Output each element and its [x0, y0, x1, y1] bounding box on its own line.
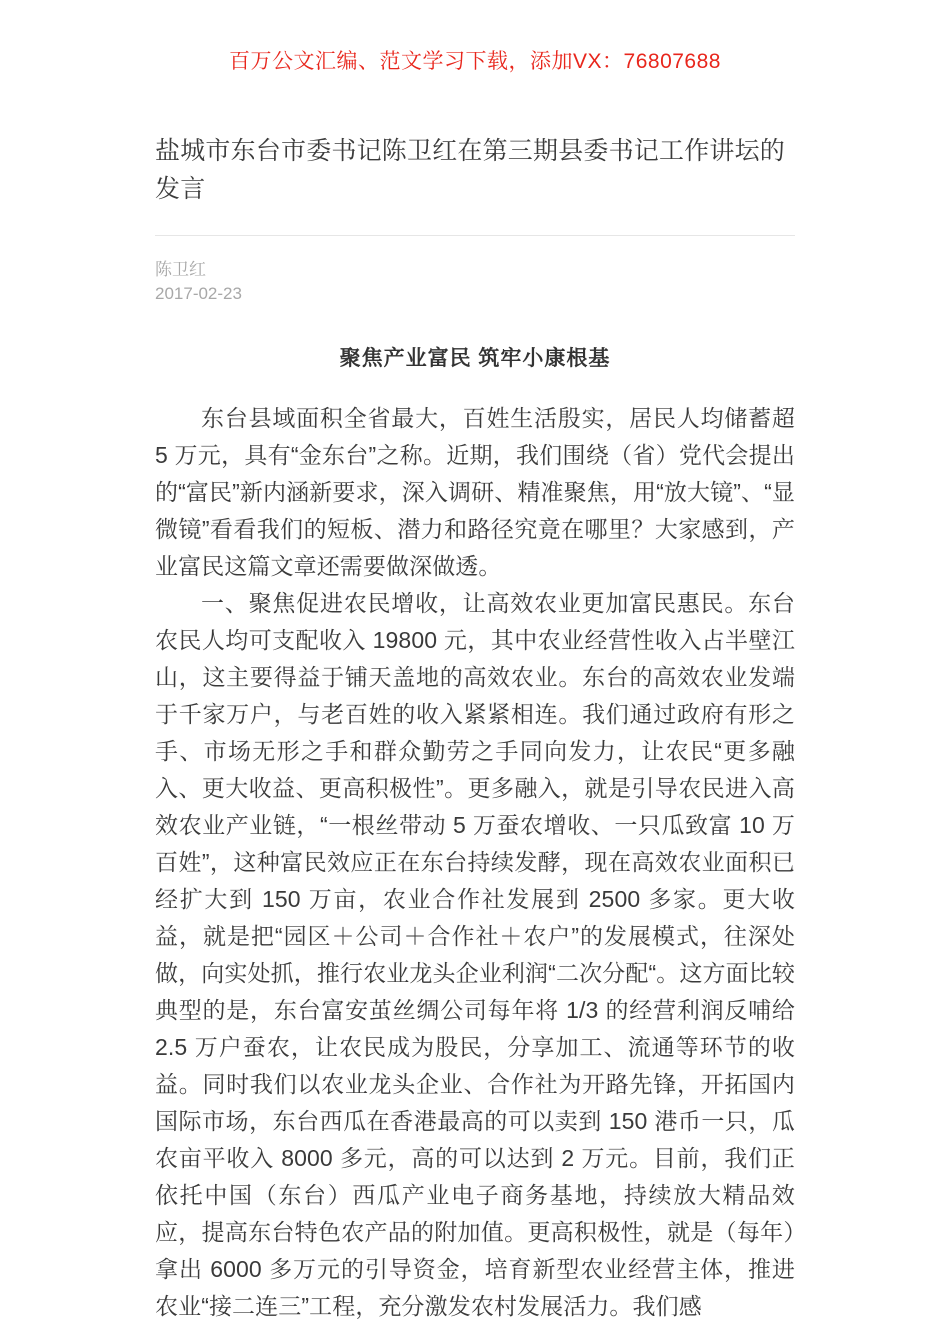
title-divider	[155, 235, 795, 236]
article-container	[155, 132, 795, 1325]
paragraph: 东台县域面积全省最大，百姓生活殷实，居民人均储蓄超 5 万元，具有“金东台”之称。近期，我们围绕（省）党代会提出的“富民”新内涵新要求，深入调研、精准聚焦，用“放大镜”、“显微镜”看看我们的短板、潜力和路径究竟在哪里？大家感到，产业富民这篇文章还需要做深做透。	[155, 405, 795, 579]
article-body	[155, 400, 795, 1325]
promo-banner: 百万公文汇编、范文学习下载，添加VX：76807688	[229, 50, 721, 73]
section-heading: 聚焦产业富民 筑牢小康根基	[339, 347, 611, 370]
paragraph: 一、聚焦促进农民增收，让高效农业更加富民惠民。东台农民人均可支配收入 19800 元，其中农业经营性收入占半壁江山，这主要得益于铺天盖地的高效农业。东台的高效农业发端于千家万户，与老百姓的收入紧紧相连。我们通过政府有形之手、市场无形之手和群众勤劳之手同向发力，让农民“更多融入、更大收益、更高积极性”。更多融入，就是引导农民进入高效农业产业链，“一根丝带动 5 万蚕农增收、一只瓜致富 10 万百姓”，这种富民效应正在东台持续发酵，现在高效农业面积已经扩大到 150 万亩，农业合作社发展到 2500 多家。更大收益，就是把“园区＋公司＋合作社＋农户”的发展模式，往深处做，向实处抓，推行农业龙头企业利润“二次分配“。这方面比较典型的是，东台富安茧丝绸公司每年将 1/3 的经营利润反哺给 2.5 万户蚕农，让农民成为股民，分享加工、流通等环节的收益。同时我们以农业龙头企业、合作社为开路先锋，开拓国内国际市场，东台西瓜在香港最高的可以卖到 150 港币一只，瓜农亩平收入 8000 多元，高的可以达到 2 万元。目前，我们正依托中国（东台）西瓜产业电子商务基地，持续放大精品效应，提高东台特色农产品的附加值。更高积极性，就是（每年）拿出 6000 多万元的引导资金，培育新型农业经营主体，推进农业“接二连三”工程，充分激发农村发展活力。我们感	[155, 590, 795, 1319]
page-title: 盐城市东台市委书记陈卫红在第三期县委书记工作讲坛的发言	[155, 137, 786, 203]
article-meta	[155, 258, 795, 306]
author-name: 陈卫红	[155, 260, 206, 279]
publish-date: 2017-02-23	[155, 284, 242, 303]
